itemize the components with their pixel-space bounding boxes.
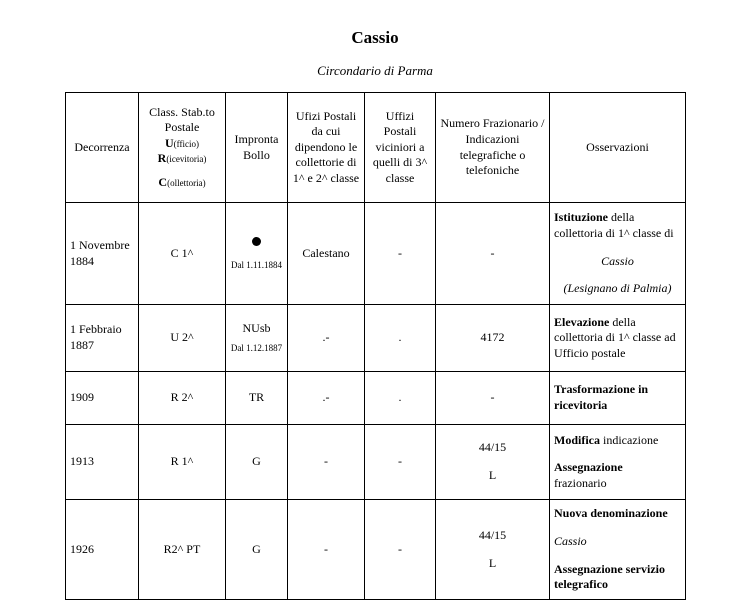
cell-uffizi: - bbox=[365, 500, 436, 600]
bullet-icon bbox=[252, 237, 261, 246]
cell-osservazioni: Nuova denominazione Cassio Assegnazione servizio telegrafico bbox=[550, 500, 686, 600]
table-row bbox=[66, 372, 686, 425]
cell-decorrenza: 1926 bbox=[66, 500, 139, 600]
cell-osservazioni: Modifica indicazione Assegnazione frazionario bbox=[550, 425, 686, 500]
table-row bbox=[66, 500, 686, 600]
header-class-line1: Class. Stab.to bbox=[149, 104, 215, 119]
cell-bollo: G bbox=[226, 500, 288, 600]
header-osservazioni: Osservazioni bbox=[550, 93, 686, 203]
cell-decorrenza: 1 Febbraio 1887 bbox=[66, 305, 139, 372]
cell-uffizi: - bbox=[365, 203, 436, 305]
cell-class: R2^ PT bbox=[139, 500, 226, 600]
cell-osservazioni: Elevazione della collettoria di 1^ classe ad Ufficio postale bbox=[550, 305, 686, 372]
cell-decorrenza: 1909 bbox=[66, 372, 139, 425]
page-title: Cassio bbox=[351, 28, 399, 47]
cell-osservazioni: Istituzione della collettoria di 1^ classe di Cassio (Lesignano di Palmia) bbox=[550, 203, 686, 305]
cell-ufizi: .- bbox=[288, 372, 365, 425]
cell-class: R 2^ bbox=[139, 372, 226, 425]
cell-uffizi: - bbox=[365, 425, 436, 500]
cell-ufizi: - bbox=[288, 425, 365, 500]
cell-ufizi: Calestano bbox=[288, 203, 365, 305]
header-class-r: R(icevitoria) bbox=[157, 151, 207, 166]
header-class-u: U(fficio) bbox=[165, 135, 199, 150]
cell-bollo bbox=[226, 305, 288, 372]
cell-ufizi: - bbox=[288, 500, 365, 600]
cell-decorrenza: 1913 bbox=[66, 425, 139, 500]
numero-value-2: L bbox=[488, 555, 497, 570]
cell-bollo bbox=[226, 203, 288, 305]
header-classification bbox=[139, 93, 226, 203]
table-row bbox=[66, 425, 686, 500]
cell-uffizi: . bbox=[365, 372, 436, 425]
cell-numero bbox=[436, 425, 550, 500]
cell-numero: - bbox=[436, 203, 550, 305]
cell-class: R 1^ bbox=[139, 425, 226, 500]
cell-bollo: TR bbox=[226, 372, 288, 425]
cell-bollo: G bbox=[226, 425, 288, 500]
header-decorrenza: Decorrenza bbox=[66, 93, 139, 203]
numero-value-2: L bbox=[488, 468, 497, 482]
history-table bbox=[65, 92, 686, 600]
header-impronta: Impronta Bollo bbox=[226, 93, 288, 203]
table-row bbox=[66, 203, 686, 305]
cell-class: U 2^ bbox=[139, 305, 226, 372]
cell-numero: 4172 bbox=[436, 305, 550, 372]
cell-uffizi: . bbox=[365, 305, 436, 372]
bollo-note: Dal 1.11.1884 bbox=[231, 260, 282, 271]
cell-numero: - bbox=[436, 372, 550, 425]
numero-value: 44/15 bbox=[478, 440, 507, 455]
header-row bbox=[66, 93, 686, 203]
cell-class: C 1^ bbox=[139, 203, 226, 305]
page-subtitle: Circondario di Parma bbox=[317, 63, 433, 78]
cell-ufizi: .- bbox=[288, 305, 365, 372]
header-class-line2: Postale bbox=[164, 120, 200, 135]
header-ufizi: Ufizi Postali da cui dipendono le collettorie di 1^ e 2^ classe bbox=[288, 93, 365, 203]
header-uffizi: Uffizi Postali viciniori a quelli di 3^ classe bbox=[365, 93, 436, 203]
bollo-note: Dal 1.12.1887 bbox=[230, 342, 283, 353]
header-class-c: C(ollettoria) bbox=[158, 174, 206, 189]
table-row bbox=[66, 305, 686, 372]
numero-value: 44/15 bbox=[478, 527, 507, 542]
bollo-value: NUsb bbox=[242, 321, 271, 336]
cell-numero bbox=[436, 500, 550, 600]
cell-osservazioni: Trasformazione in ricevitoria bbox=[550, 372, 686, 425]
cell-decorrenza: 1 Novembre 1884 bbox=[66, 203, 139, 305]
header-numero: Numero Frazionario / Indicazioni telegrafiche o telefoniche bbox=[436, 93, 550, 203]
